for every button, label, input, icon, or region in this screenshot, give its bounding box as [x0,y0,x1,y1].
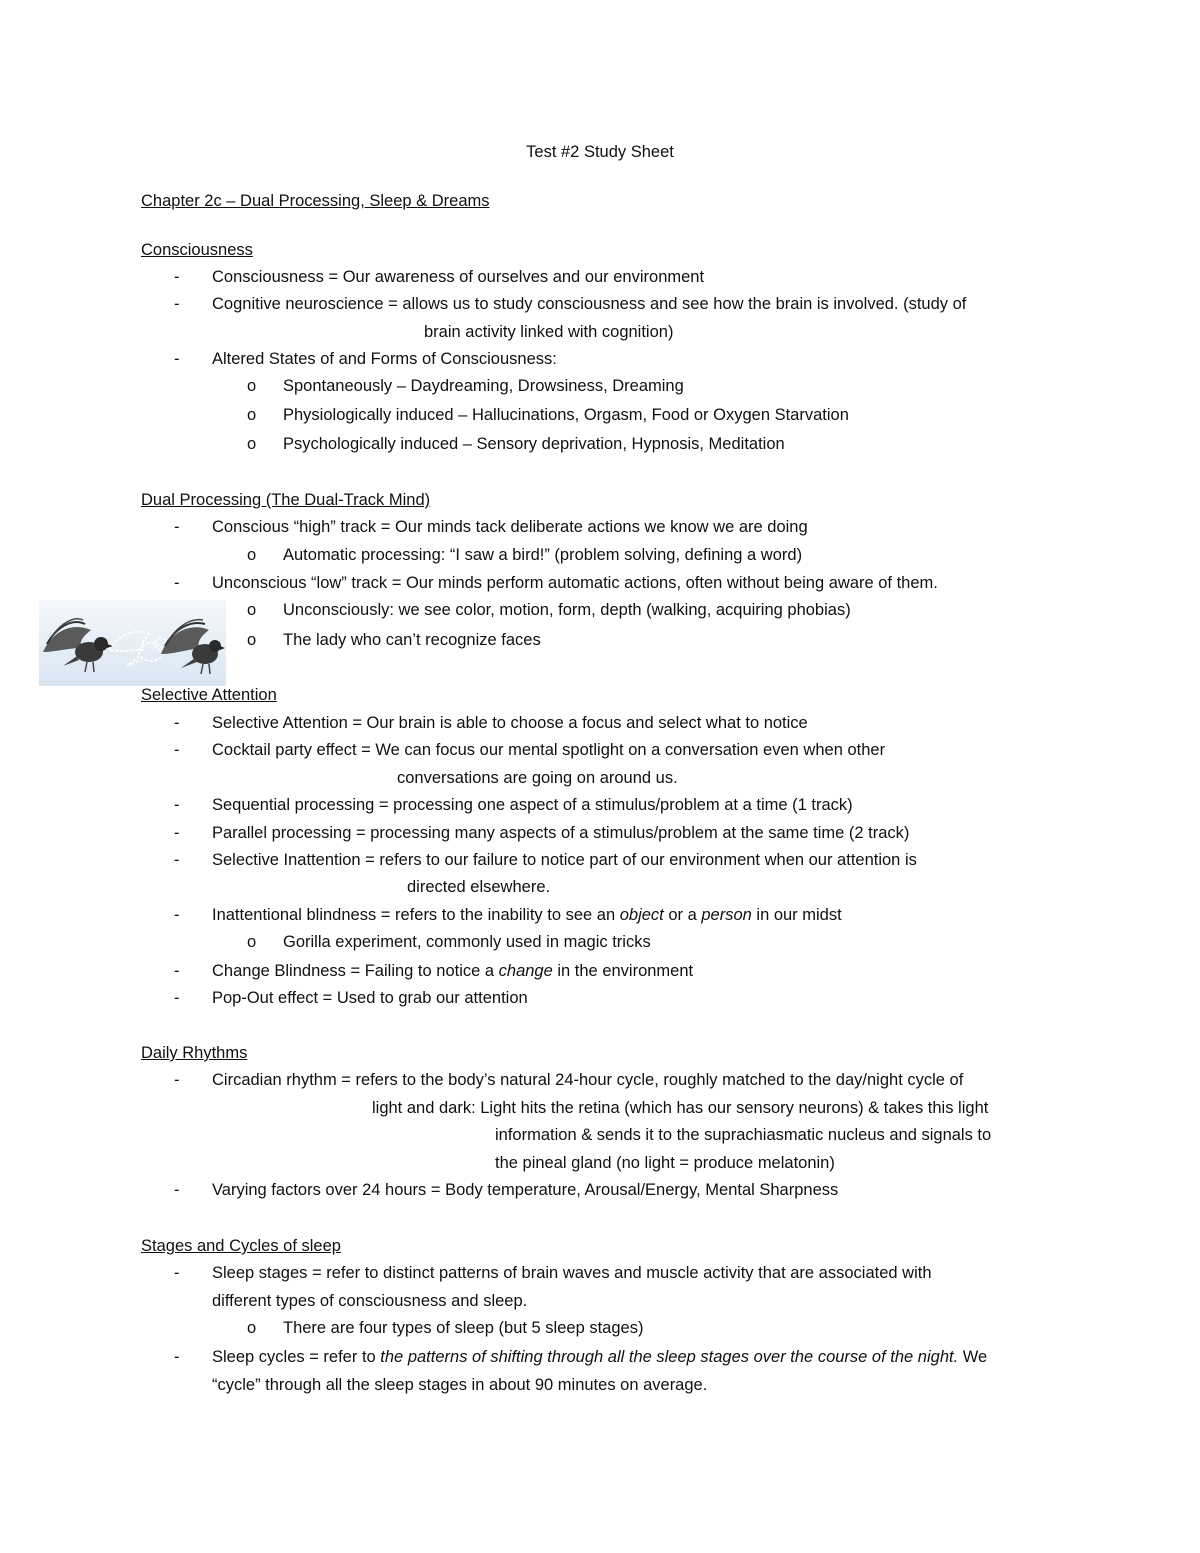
section-heading-consciousness: Consciousness [141,241,253,259]
bullet-dash: - [174,1181,180,1199]
bullet-dash: - [174,714,180,732]
bullet-circle: o [247,406,257,424]
list-item [212,961,693,981]
sub-list-item: Gorilla experiment, commonly used in magic tricks [283,933,651,951]
text-run: or a [663,906,702,924]
text-run: in our midst [751,906,842,924]
bullet-circle: o [247,933,257,951]
bullet-circle: o [247,631,257,649]
list-item-continuation: different types of consciousness and sleep. [212,1292,528,1310]
bullet-dash: - [174,906,180,924]
bullet-dash: - [174,796,180,814]
bullet-dash: - [174,518,180,536]
bullet-dash: - [174,574,180,592]
bullet-circle: o [247,1319,257,1337]
list-item-continuation: “cycle” through all the sleep stages in about 90 minutes on average. [212,1376,708,1394]
list-item: Parallel processing = processing many aspects of a stimulus/problem at the same time (2 track) [212,824,910,842]
bullet-dash: - [174,741,180,759]
bullet-dash: - [174,824,180,842]
bullet-circle: o [247,601,257,619]
bullet-dash: - [174,989,180,1007]
chapter-heading: Chapter 2c – Dual Processing, Sleep & Dreams [141,192,490,210]
list-item: Conscious “high” track = Our minds tack deliberate actions we know we are doing [212,518,808,536]
text-run: Inattentional blindness = refers to the inability to see an [212,906,620,924]
list-item: Varying factors over 24 hours = Body temperature, Arousal/Energy, Mental Sharpness [212,1181,839,1199]
list-item: Pop-Out effect = Used to grab our attention [212,989,528,1007]
list-item: Cocktail party effect = We can focus our mental spotlight on a conversation even when other [212,741,886,759]
italic-text-run: the patterns of shifting through all the sleep stages over the course of the night. [380,1348,959,1366]
sub-list-item: Spontaneously – Daydreaming, Drowsiness, Dreaming [283,377,684,395]
sub-list-item: Unconsciously: we see color, motion, form, depth (walking, acquiring phobias) [283,601,851,619]
bullet-dash: - [174,1348,180,1366]
list-item: Sleep stages = refer to distinct patterns of brain waves and muscle activity that are associated with [212,1264,932,1282]
bullet-circle: o [247,377,257,395]
list-item-continuation: directed elsewhere. [407,878,551,896]
text-run: Sleep cycles = refer to [212,1348,381,1366]
italic-text-run: object [619,906,664,924]
list-item-continuation: conversations are going on around us. [397,769,678,787]
list-item [212,905,842,925]
italic-text-run: change [498,962,553,980]
bullet-circle: o [247,546,257,564]
list-item: Consciousness = Our awareness of ourselves and our environment [212,268,705,286]
bullet-dash: - [174,1264,180,1282]
italic-text-run: person [701,906,752,924]
bullet-dash: - [174,295,180,313]
sub-list-item: Physiologically induced – Hallucinations, Orgasm, Food or Oxygen Starvation [283,406,849,424]
text-run: in the environment [552,962,694,980]
list-item: Altered States of and Forms of Consciousness: [212,350,557,368]
list-item: Cognitive neuroscience = allows us to study consciousness and see how the brain is involved. (study of [212,295,967,313]
section-heading-daily-rhythms: Daily Rhythms [141,1044,248,1062]
bullet-dash: - [174,268,180,286]
bullet-dash: - [174,962,180,980]
sub-list-item: Psychologically induced – Sensory deprivation, Hypnosis, Meditation [283,435,785,453]
bullet-dash: - [174,1071,180,1089]
text-run: We [958,1348,988,1366]
list-item: Unconscious “low” track = Our minds perform automatic actions, often without being aware of them. [212,574,938,592]
document-title: Test #2 Study Sheet [526,143,674,161]
bullet-dash: - [174,851,180,869]
list-item: Selective Attention = Our brain is able to choose a focus and select what to notice [212,714,808,732]
text-run: Change Blindness = Failing to notice a [212,962,499,980]
section-heading-dual-processing: Dual Processing (The Dual-Track Mind) [141,491,431,509]
list-item: Selective Inattention = refers to our failure to notice part of our environment when our attention is [212,851,917,869]
sub-list-item: The lady who can’t recognize faces [283,631,541,649]
list-item-continuation: light and dark: Light hits the retina (which has our sensory neurons) & takes this light [372,1099,989,1117]
list-item-continuation: brain activity linked with cognition) [424,323,674,341]
bullet-circle: o [247,435,257,453]
list-item [212,1347,987,1367]
bullet-dash: - [174,350,180,368]
list-item-continuation: information & sends it to the suprachiasmatic nucleus and signals to [495,1126,992,1144]
birds-illustration [39,600,226,686]
sub-list-item: Automatic processing: “I saw a bird!” (problem solving, defining a word) [283,546,803,564]
list-item-continuation: the pineal gland (no light = produce melatonin) [495,1154,835,1172]
section-heading-selective-attention: Selective Attention [141,686,277,704]
list-item: Circadian rhythm = refers to the body’s natural 24-hour cycle, roughly matched to the day/night cycle of [212,1071,964,1089]
section-heading-sleep-stages: Stages and Cycles of sleep [141,1237,341,1255]
sub-list-item: There are four types of sleep (but 5 sleep stages) [283,1319,644,1337]
list-item: Sequential processing = processing one aspect of a stimulus/problem at a time (1 track) [212,796,853,814]
